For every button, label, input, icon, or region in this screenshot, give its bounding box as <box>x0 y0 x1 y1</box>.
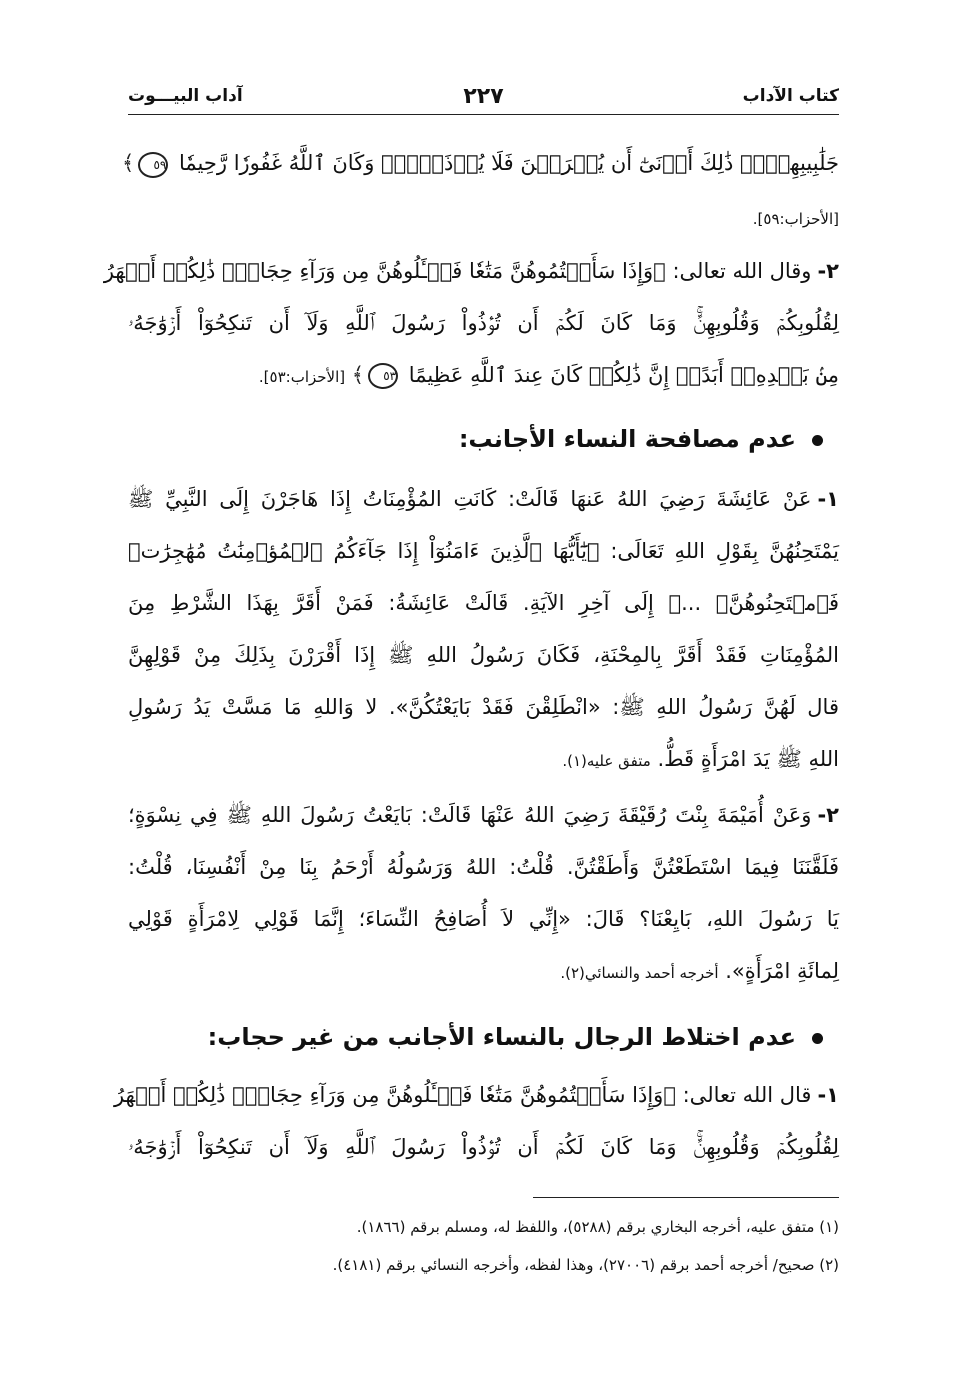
verse-text: وَإِذَا سَأَلۡتُمُوهُنَّ مَتَٰعٗا فَسۡـَٔلُوهُنَّ مِن وَرَآءِ حِجَابٖۚ ذَٰلِكُمۡ أَطۡهَرُ <box>113 1083 664 1107</box>
ayah-number-marker: ٥٩ <box>138 152 168 178</box>
paragraph-line: يَا رَسُولَ اللهِ، بَايِعْنَا؟ قَالَ: «إِنِّي لاَ أُصَافِحُ النِّسَاءَ؛ إِنَّمَا قَوْلِي لِامْرَأَةٍ قَوْلِي <box>128 907 839 931</box>
page-number: ٢٢٧ <box>463 84 504 109</box>
opening-brace: ﴿ <box>663 1083 676 1107</box>
verse-reference: [الأحزاب:٥٣]. <box>258 368 346 386</box>
heading-text: عدم مصافحة النساء الأجانب: <box>458 425 796 453</box>
bullet-icon <box>812 435 823 446</box>
hadith-text: اللهِ ﷺ يَدَ امْرَأَةٍ قَطُّ. <box>657 747 839 771</box>
intro-text: وقال الله تعالى: <box>672 259 812 283</box>
footnote-divider <box>533 1197 839 1198</box>
hadith-text: وَعَنْ أُمَيْمَةَ بِنْتَ رُقَيْقَةَ رَضِيَ اللهُ عَنْهَا قَالَتْ: بَايَعْتُ رَسُولَ اللهِ ﷺ فِي نِسْوَةٍ؛ <box>128 803 812 827</box>
chapter-title: آداب البيـــوت <box>128 86 243 106</box>
paragraph-line: المُؤْمِنَاتِ فَقَدْ أَقَرَّ بِالمِحْنَةِ، فَكَانَ رَسُولُ اللهِ ﷺ إِذَا أَقْرَرْنَ بِذَلِكَ مِنْ قَوْلِهِنَّ <box>128 643 839 667</box>
opening-brace: ﴿ <box>653 259 666 283</box>
hadith-source: متفق عليه(١). <box>562 752 651 770</box>
paragraph-line: قال لَهُنَّ رَسُولُ اللهِ ﷺ: «انْطَلِقْنَ فَقَدْ بَايَعْتُكُنَّ». لا وَاللهِ مَا مَسَّتْ يَدُ رَسُولِ <box>128 695 839 719</box>
heading-text: عدم اختلاط الرجال بالنساء الأجانب من غير حجاب: <box>207 1023 796 1051</box>
paragraph-line <box>103 258 839 285</box>
item-number: ٢- <box>817 259 839 283</box>
paragraph-line <box>128 486 839 513</box>
footnote: (٢) صحيح/ أخرجه أحمد برقم (٢٧٠٠٦)، وهذا لفظه، وأخرجه النسائي برقم (٤١٨١). <box>332 1256 839 1274</box>
ayah-number-marker: ٥٣ <box>368 363 398 389</box>
section-heading <box>128 1022 839 1053</box>
verse-line: لِقُلُوبِكُمۡ وَقُلُوبِهِنَّۚ وَمَا كَانَ لَكُمۡ أَن تُؤۡذُواْ رَسُولَ ٱللَّهِ وَلَآ أَن تَنكِحُوٓاْ أَزۡوَٰجَهُۥ <box>128 1135 839 1159</box>
intro-text: قال الله تعالى: <box>682 1083 812 1107</box>
item-number: ١- <box>817 487 839 511</box>
verse-text: وَإِذَا سَأَلۡتُمُوهُنَّ مَتَٰعٗا فَسۡـَٔلُوهُنَّ مِن وَرَآءِ حِجَابٖۚ ذَٰلِكُمۡ أَطۡهَرُ <box>103 259 654 283</box>
verse-text: جَلَٰبِيبِهِنَّۚ ذَٰلِكَ أَدۡنَىٰٓ أَن يُعۡرَفۡنَ فَلَا يُؤۡذَيۡنَۗ وَكَانَ ٱللَّهُ غَفُورٗا رَّحِيمٗا <box>179 151 839 175</box>
closing-brace: ﴾ <box>351 363 365 387</box>
paragraph-line <box>128 802 839 829</box>
paragraph-line: يَمْتَحِنُهُنَّ بِقَوْلِ اللهِ تَعَالَى: ﴿يَٰٓأَيُّهَا ٱلَّذِينَ ءَامَنُوٓاْ إِذَا جَآءَكُمُ ٱلۡمُؤۡمِنَٰتُ مُهَٰجِرَٰتٖ <box>128 539 839 563</box>
running-header <box>128 84 839 115</box>
paragraph-line <box>113 1082 839 1109</box>
verse-line: لِقُلُوبِكُمۡ وَقُلُوبِهِنَّۚ وَمَا كَانَ لَكُمۡ أَن تُؤۡذُواْ رَسُولَ ٱللَّهِ وَلَآ أَن تَنكِحُوٓاْ أَزۡوَٰجَهُۥ <box>128 311 839 335</box>
footnote: (١) متفق عليه، أخرجه البخاري برقم (٥٢٨٨)، واللفظ له، ومسلم برقم (١٨٦٦). <box>356 1218 839 1236</box>
verse-line <box>122 150 839 178</box>
hadith-text: عَنْ عَائِشَةَ رَضِيَ اللهُ عَنهَا قَالَتْ: كَانَتِ المُؤْمِنَاتُ إِذَا هَاجَرْنَ إِلَى النَّبِيِّ ﷺ <box>128 487 812 511</box>
paragraph-line: فَلَقَّنَنَا فِيمَا اسْتَطَعْتُنَّ وَأَطَقْتُنَّ. قُلْتُ: اللهُ وَرَسُولُهُ أَرْحَمُ بِنَا مِنْ أَنْفُسِنَا، قُلْتُ: <box>128 855 839 879</box>
bullet-icon <box>812 1033 823 1044</box>
item-number: ٢- <box>817 803 839 827</box>
closing-brace: ﴾ <box>122 151 135 175</box>
hadith-text: لِمائَةِ امْرَأَةٍ». <box>725 959 839 983</box>
verse-reference: [الأحزاب:٥٩]. <box>752 210 839 228</box>
item-number: ١- <box>817 1083 839 1107</box>
paragraph-line: فَٱمۡتَحِنُوهُنَّۖ ...﴾ إِلَى آخِرِ الآيَةِ. قَالَتْ عَائِشَةُ: فَمَنْ أَقَرَّ بِهَذَا الشَّرْطِ مِنَ <box>128 591 839 615</box>
paragraph-line <box>128 958 839 985</box>
verse-line <box>128 362 839 389</box>
paragraph-line <box>128 746 839 773</box>
section-heading <box>128 424 839 455</box>
hadith-source: أخرجه أحمد والنسائي(٢). <box>560 964 719 982</box>
book-title: كتاب الآداب <box>742 86 839 106</box>
verse-text: مِنۢ بَعۡدِهِۦٓ أَبَدًاۚ إِنَّ ذَٰلِكُمۡ كَانَ عِندَ ٱللَّهِ عَظِيمًا <box>408 363 839 387</box>
